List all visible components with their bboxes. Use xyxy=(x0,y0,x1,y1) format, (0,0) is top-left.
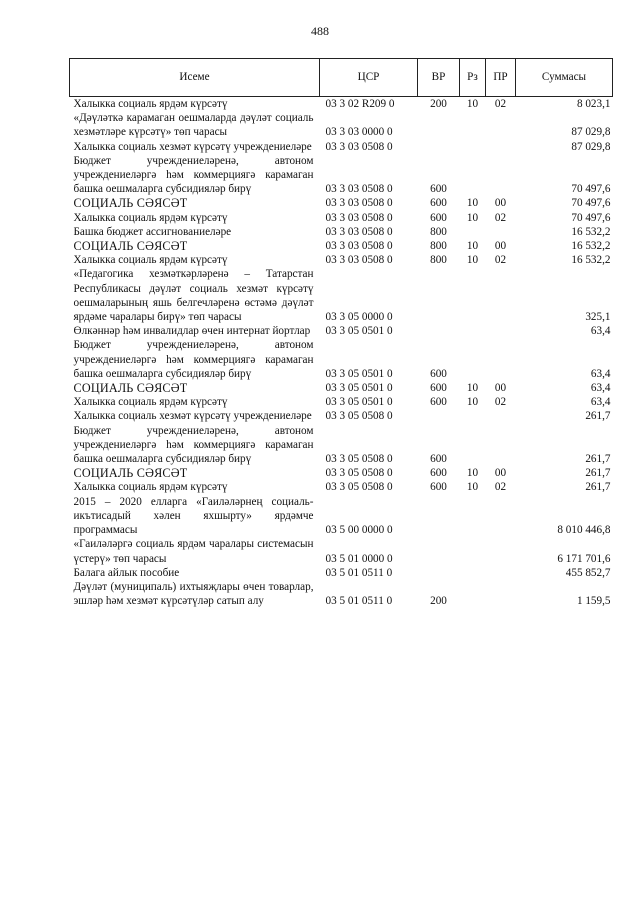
cell-vr: 600 xyxy=(430,467,447,480)
table-row xyxy=(70,381,613,395)
cell-csr: 03 3 05 0508 0 xyxy=(325,481,393,494)
cell-pr: 02 xyxy=(494,396,507,409)
cell-pr xyxy=(486,566,516,580)
cell-rz: 10 xyxy=(466,197,479,210)
cell-csr: 03 3 03 0508 0 xyxy=(325,225,393,238)
cell-name: Халыкка социаль ярдәм күрсәтү xyxy=(73,481,228,494)
cell-vr: 800 xyxy=(430,240,447,253)
cell-vr: 600 xyxy=(430,453,447,466)
cell-csr: 03 5 01 0000 0 xyxy=(325,552,393,565)
table-row xyxy=(70,395,613,409)
table-row xyxy=(70,466,613,480)
cell-name: СОЦИАЛЬ СӘЯСӘТ xyxy=(73,239,188,254)
cell-vr xyxy=(418,566,460,580)
table-row xyxy=(70,111,613,139)
cell-name: «Педагогика хезмәткәрләренә – Татарстан Республикасы дәүләт социаль хезмәт күрсәтү оешмаларының яшь белгечләренә өстәмә дәүләт ярдәме чаралары бирү» төп чарасы xyxy=(73,268,314,324)
cell-sum: 6 171 701,6 xyxy=(557,552,611,565)
cell-rz xyxy=(460,495,486,538)
table-row xyxy=(70,253,613,267)
cell-vr xyxy=(418,267,460,324)
cell-pr xyxy=(486,580,516,608)
cell-vr: 800 xyxy=(430,254,447,267)
cell-vr: 600 xyxy=(430,396,447,409)
cell-rz xyxy=(460,140,486,154)
table-row xyxy=(70,267,613,324)
page-number: 488 xyxy=(311,24,329,38)
cell-pr xyxy=(486,324,516,338)
table-header xyxy=(70,59,613,97)
table-row xyxy=(70,97,613,112)
cell-sum: 87 029,8 xyxy=(571,140,611,153)
cell-sum: 8 023,1 xyxy=(576,98,611,110)
table-row xyxy=(70,424,613,467)
cell-rz xyxy=(460,566,486,580)
cell-pr xyxy=(486,111,516,139)
table-row xyxy=(70,338,613,381)
cell-vr: 600 xyxy=(430,367,447,380)
cell-vr: 600 xyxy=(430,197,447,210)
table-row xyxy=(70,225,613,239)
cell-name: Балага айлык пособие xyxy=(73,566,180,579)
cell-csr: 03 3 05 0501 0 xyxy=(325,367,393,380)
cell-sum: 261,7 xyxy=(585,453,611,466)
cell-rz: 10 xyxy=(466,396,479,409)
table-row xyxy=(70,196,613,210)
header-pr: ПР xyxy=(486,59,516,97)
cell-rz xyxy=(460,225,486,239)
cell-name: «Дәүләткә карамаган оешмаларда дәүләт социаль хезмәтләре күрсәтү» төп чарасы xyxy=(73,112,314,139)
cell-sum: 1 159,5 xyxy=(576,595,611,608)
cell-rz: 10 xyxy=(466,254,479,267)
cell-rz: 10 xyxy=(466,481,479,494)
cell-rz: 10 xyxy=(466,98,479,110)
cell-sum: 16 532,2 xyxy=(571,225,611,238)
table-row xyxy=(70,154,613,197)
cell-name: Бюджет учреждениеләренә, автоном учреждениеләргә һәм коммерциягә карамаган башка оешмаларга субсидияләр бирү xyxy=(73,339,314,380)
cell-name: СОЦИАЛЬ СӘЯСӘТ xyxy=(73,466,188,481)
header-csr: ЦСР xyxy=(320,59,418,97)
table-row xyxy=(70,140,613,154)
cell-name: Халыкка социаль ярдәм күрсәтү xyxy=(73,254,228,267)
cell-rz xyxy=(460,267,486,324)
cell-vr xyxy=(418,111,460,139)
cell-sum: 261,7 xyxy=(585,481,611,494)
cell-vr: 600 xyxy=(430,183,447,196)
cell-sum: 16 532,2 xyxy=(571,254,611,267)
cell-vr: 200 xyxy=(430,98,447,110)
cell-csr: 03 5 01 0511 0 xyxy=(325,566,393,579)
cell-rz xyxy=(460,424,486,467)
cell-sum: 87 029,8 xyxy=(571,126,611,139)
cell-pr: 02 xyxy=(494,481,507,494)
cell-pr: 00 xyxy=(494,382,507,395)
cell-vr xyxy=(418,495,460,538)
cell-rz xyxy=(460,537,486,565)
cell-vr xyxy=(418,537,460,565)
cell-pr: 00 xyxy=(494,467,507,480)
cell-name: 2015 – 2020 елларга «Гаиләләрнең социаль-икътисадый хәлен яхшырту» ярдәмче программасы xyxy=(73,495,314,537)
header-vr: ВР xyxy=(418,59,460,97)
cell-vr: 600 xyxy=(430,382,447,395)
cell-csr: 03 5 00 0000 0 xyxy=(325,524,393,537)
cell-name: СОЦИАЛЬ СӘЯСӘТ xyxy=(73,196,188,211)
table-row xyxy=(70,211,613,225)
cell-name: Халыкка социаль хезмәт күрсәтү учреждениеләре xyxy=(73,410,312,423)
cell-name: Дәүләт (муниципаль) ихтыяҗлары өчен товарлар, эшләр һәм хезмәт күрсәтүләр сатып алу xyxy=(73,580,314,608)
cell-rz xyxy=(460,154,486,197)
cell-name: Өлкәннәр һәм инвалидлар өчен интернат йортлар xyxy=(73,325,311,338)
header-rz: Рз xyxy=(460,59,486,97)
cell-rz: 10 xyxy=(466,467,479,480)
cell-rz: 10 xyxy=(466,382,479,395)
cell-csr: 03 3 03 0000 0 xyxy=(325,126,393,139)
table-row xyxy=(70,495,613,538)
cell-vr xyxy=(418,140,460,154)
cell-rz: 10 xyxy=(466,240,479,253)
cell-csr: 03 3 03 0508 0 xyxy=(325,254,393,267)
cell-pr: 00 xyxy=(494,197,507,210)
cell-pr: 02 xyxy=(494,98,507,110)
budget-table xyxy=(69,58,613,608)
cell-name: Башка бюджет ассигнованиеләре xyxy=(73,225,232,238)
cell-name: Бюджет учреждениеләренә, автоном учреждениеләргә һәм коммерциягә карамаган башка оешмаларга субсидияләр бирү xyxy=(73,424,314,466)
cell-sum: 70 497,6 xyxy=(571,211,611,224)
cell-name: Халыкка социаль хезмәт күрсәтү учреждениеләре xyxy=(73,140,312,153)
cell-csr: 03 3 05 0508 0 xyxy=(325,410,393,423)
table-row xyxy=(70,480,613,494)
cell-rz xyxy=(460,580,486,608)
cell-pr xyxy=(486,154,516,197)
table-row xyxy=(70,409,613,423)
cell-vr xyxy=(418,324,460,338)
cell-pr: 02 xyxy=(494,211,507,224)
table-row xyxy=(70,239,613,253)
cell-csr: 03 3 03 0508 0 xyxy=(325,240,393,253)
table-row xyxy=(70,566,613,580)
header-sum: Суммасы xyxy=(516,59,613,97)
cell-sum: 70 497,6 xyxy=(571,183,611,196)
table-row xyxy=(70,537,613,565)
cell-rz xyxy=(460,338,486,381)
cell-name: Бюджет учреждениеләренә, автоном учреждениеләргә һәм коммерциягә карамаган башка оешмаларга субсидияләр бирү xyxy=(73,154,314,196)
cell-sum: 63,4 xyxy=(590,396,611,409)
cell-vr: 800 xyxy=(430,225,447,238)
cell-pr xyxy=(486,225,516,239)
cell-name: Халыкка социаль ярдәм күрсәтү xyxy=(73,98,228,110)
header-name: Исеме xyxy=(70,59,320,97)
cell-rz: 10 xyxy=(466,211,479,224)
cell-name: Халыкка социаль ярдәм күрсәтү xyxy=(73,211,228,224)
cell-csr: 03 3 03 0508 0 xyxy=(325,197,393,210)
cell-rz xyxy=(460,111,486,139)
cell-sum: 455 852,7 xyxy=(565,566,611,579)
cell-csr: 03 3 05 0501 0 xyxy=(325,325,393,338)
cell-pr xyxy=(486,424,516,467)
cell-pr xyxy=(486,495,516,538)
cell-pr: 00 xyxy=(494,240,507,253)
cell-csr: 03 3 05 0508 0 xyxy=(325,453,393,466)
cell-vr: 600 xyxy=(430,481,447,494)
cell-csr: 03 5 01 0511 0 xyxy=(325,595,393,608)
cell-sum: 70 497,6 xyxy=(571,197,611,210)
cell-sum: 63,4 xyxy=(590,367,611,380)
cell-pr xyxy=(486,338,516,381)
cell-vr: 600 xyxy=(430,211,447,224)
cell-rz xyxy=(460,324,486,338)
cell-csr: 03 3 05 0501 0 xyxy=(325,396,393,409)
cell-csr: 03 3 05 0000 0 xyxy=(325,311,393,324)
table-row xyxy=(70,324,613,338)
cell-csr: 03 3 02 R209 0 xyxy=(325,98,395,110)
cell-sum: 63,4 xyxy=(590,325,611,338)
cell-pr xyxy=(486,537,516,565)
cell-pr xyxy=(486,267,516,324)
cell-name: СОЦИАЛЬ СӘЯСӘТ xyxy=(73,381,188,396)
table-row xyxy=(70,580,613,608)
cell-csr: 03 3 05 0501 0 xyxy=(325,382,393,395)
cell-csr: 03 3 05 0508 0 xyxy=(325,467,393,480)
cell-pr xyxy=(486,409,516,423)
cell-csr: 03 3 03 0508 0 xyxy=(325,140,393,153)
cell-vr: 200 xyxy=(430,595,447,608)
cell-sum: 325,1 xyxy=(585,311,611,324)
cell-pr xyxy=(486,140,516,154)
cell-sum: 16 532,2 xyxy=(571,240,611,253)
cell-sum: 8 010 446,8 xyxy=(557,524,611,537)
cell-name: «Гаиләләргә социаль ярдәм чаралары системасын үстерү» төп чарасы xyxy=(73,538,314,565)
cell-rz xyxy=(460,409,486,423)
cell-sum: 63,4 xyxy=(590,382,611,395)
cell-name: Халыкка социаль ярдәм күрсәтү xyxy=(73,396,228,409)
table-body xyxy=(70,97,613,609)
cell-csr: 03 3 03 0508 0 xyxy=(325,183,393,196)
cell-sum: 261,7 xyxy=(585,467,611,480)
cell-vr xyxy=(418,409,460,423)
cell-sum: 261,7 xyxy=(585,410,611,423)
cell-csr: 03 3 03 0508 0 xyxy=(325,211,393,224)
cell-pr: 02 xyxy=(494,254,507,267)
